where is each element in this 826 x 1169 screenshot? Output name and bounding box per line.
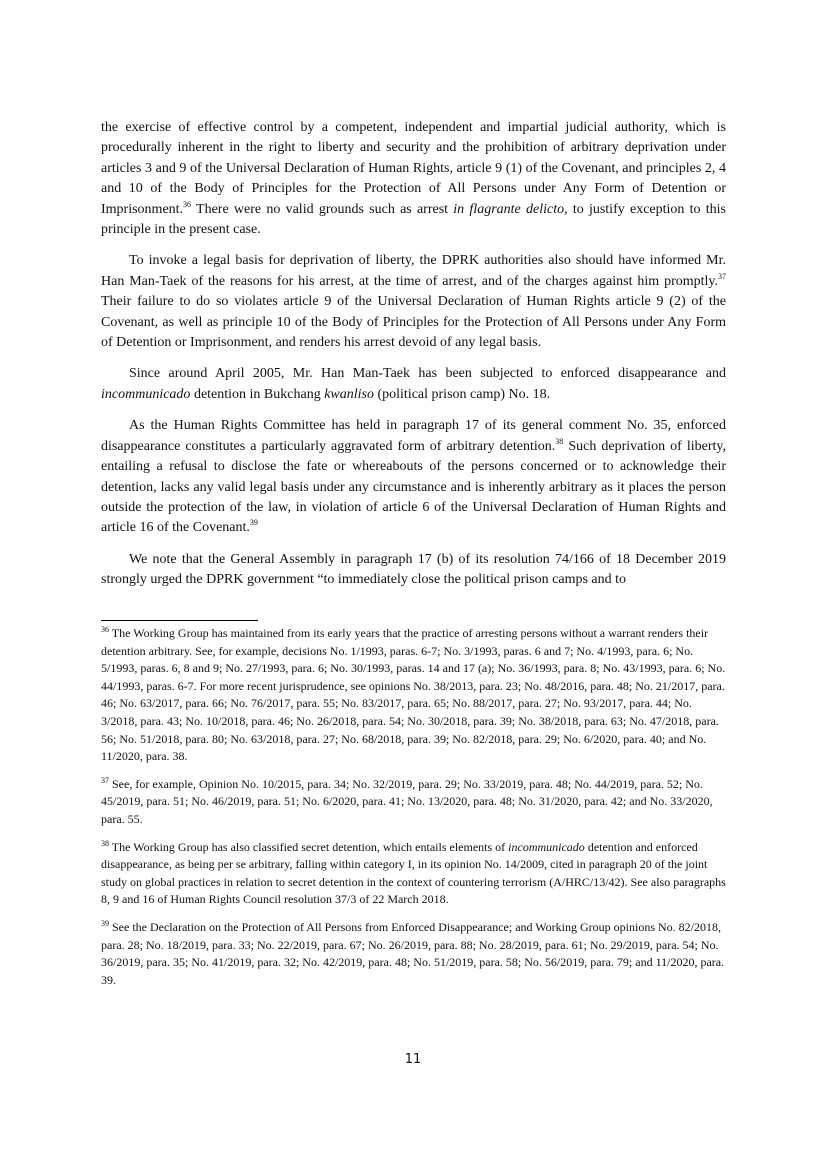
paragraph-text: We note that the General Assembly in paragraph 17 (b) of its resolution 74/166 of 18 December 2019 strongly urged the DPRK government “to immediately close the political prison camps and to (101, 551, 726, 588)
body-text (101, 118, 726, 602)
footnote-ref-37[interactable]: 37 (718, 271, 726, 281)
paragraph-text: Their failure to do so violates article 9 of the Universal Declaration of Human Rights article 9 (2) of the Covenant, as well as principle 10 of the Body of Principles for the Protection of All Persons under Any Form of Detention or Imprisonment, and renders his arrest devoid of any legal basis. (101, 294, 726, 351)
footnote-37 (101, 776, 726, 829)
footnote-number: 36 (101, 625, 109, 634)
paragraph-text: , to justify exception to this principle in the present case. (101, 201, 726, 238)
paragraph-4 (101, 416, 726, 538)
italic-term: kwanliso (324, 386, 374, 402)
footnote-number: 38 (101, 838, 109, 848)
footnotes (101, 625, 726, 999)
paragraph-text: There were no valid grounds such as arrest (191, 201, 454, 217)
paragraph-text: To invoke a legal basis for deprivation of liberty, the DPRK authorities also should have informed Mr. Han Man-Taek of the reasons for his arrest, at the time of arrest, and of the charges against him promptly. (101, 253, 726, 289)
page-number: 11 (404, 1052, 422, 1067)
footnote-text: The Working Group has maintained from its early years that the practice of arresting persons without a warrant renders their detention arbitrary. See, for example, decisions No. 1/1993, paras. 6-7; No. 3/1993, paras. 6 and 7; No. 4/1993, para. 6; No. 5/1993, paras. 6, 8 and 9; No. 27/1993, para. 6; No. 30/1993, paras. 14 and 17 (a); No. 36/1993, para. 8; No. 43/1993, para. 6; No. 44/1993, paras. 6-7. For more recent jurisprudence, see opinions No. 38/2013, para. 23; No. 48/2016, para. 48; No. 21/2017, para. 46; No. 63/2017, para. 66; No. 76/2017, para. 55; No. 83/2017, para. 65; No. 88/2017, para. 27; No. 93/2017, para. 44; No. 3/2018, para. 43; No. 10/2018, para. 46; No. 26/2018, para. 54; No. 30/2018, para. 39; No. 38/2018, para. 63; No. 47/2018, para. 56; No. 51/2018, para. 80; No. 63/2018, para. 27; No. 68/2018, para. 39; No. 82/2018, para. 29; No. 6/2020, para. 40; and No. 11/2020, para. 38. (101, 626, 726, 764)
paragraph-text: Such deprivation of liberty, entailing a refusal to disclose the fate or whereabouts of the persons concerned or to acknowledge their detention, lacks any valid legal basis under any circumstance and is inherently arbitrary as it places the person outside the protection of the law, in violation of article 6 of the Universal Declaration of Human Rights and article 16 of the Covenant. (101, 438, 726, 536)
footnote-text: The Working Group has also classified secret detention, which entails elements of (109, 839, 509, 854)
footnote-text: See, for example, Opinion No. 10/2015, para. 34; No. 32/2019, para. 29; No. 33/2019, para. 48; No. 44/2019, para. 52; No. 45/2019, para. 51; No. 46/2019, para. 51; No. 6/2020, para. 41; No. 13/2020, para. 48; No. 31/2020, para. 42; and No. 33/2020, para. 55. (101, 776, 713, 826)
italic-term: incommunicado (508, 839, 585, 854)
footnote-number: 37 (101, 775, 109, 785)
footnote-ref-38[interactable]: 38 (555, 436, 564, 446)
paragraph-3 (101, 364, 726, 405)
paragraph-2 (101, 251, 726, 353)
paragraph-1 (101, 118, 726, 240)
footnote-ref-39[interactable]: 39 (249, 518, 258, 528)
footnote-ref-36[interactable]: 36 (183, 199, 192, 209)
footnote-separator (101, 620, 258, 621)
footnote-text: See the Declaration on the Protection of All Persons from Enforced Disappearance; and Working Group opinions No. 82/2018, para. 28; No. 18/2019, para. 33; No. 22/2019, para. 67; No. 26/2019, para. 88; No. 28/2019, para. 61; No. 29/2019, para. 54; No. 36/2019, para. 35; No. 41/2019, para. 32; No. 42/2019, para. 48; No. 51/2019, para. 58; No. 56/2019, para. 79; and 11/2020, para. 39. (101, 919, 725, 987)
paragraph-5 (101, 550, 726, 591)
paragraph-text: detention in Bukchang (190, 386, 325, 402)
italic-term: in flagrante delicto (453, 201, 565, 217)
paragraph-text: the exercise of effective control by a competent, independent and impartial judicial authority, which is procedurally inherent in the right to liberty and security and the prohibition of arbitrary deprivation under articles 3 and 9 of the Universal Declaration of Human Rights, article 9 (1) of the Covenant, and principles 2, 4 and 10 of the Body of Principles for the Protection of All Persons under Any Form of Detention or Imprisonment. (101, 120, 726, 217)
italic-term: incommunicado (101, 386, 191, 402)
paragraph-text: (political prison camp) No. 18. (373, 386, 551, 402)
footnote-36 (101, 625, 726, 766)
footnote-38 (101, 839, 726, 909)
paragraph-text: Since around April 2005, Mr. Han Man-Taek has been subjected to enforced disappearance and (129, 366, 726, 382)
footnote-39 (101, 919, 726, 989)
paragraph-text: As the Human Rights Committee has held in paragraph 17 of its general comment No. 35, enforced disappearance constitutes a particularly aggravated form of arbitrary detention. (101, 418, 726, 454)
footnote-number: 39 (101, 918, 109, 928)
footnote-text: detention and enforced disappearance, as being per se arbitrary, falling within category I, in its opinion No. 14/2009, cited in paragraph 20 of the joint study on global practices in relation to secret detention in the context of countering terrorism (A/HRC/13/42). See also paragraphs 8, 9 and 16 of Human Rights Council resolution 37/3 of 22 March 2018. (101, 839, 726, 907)
